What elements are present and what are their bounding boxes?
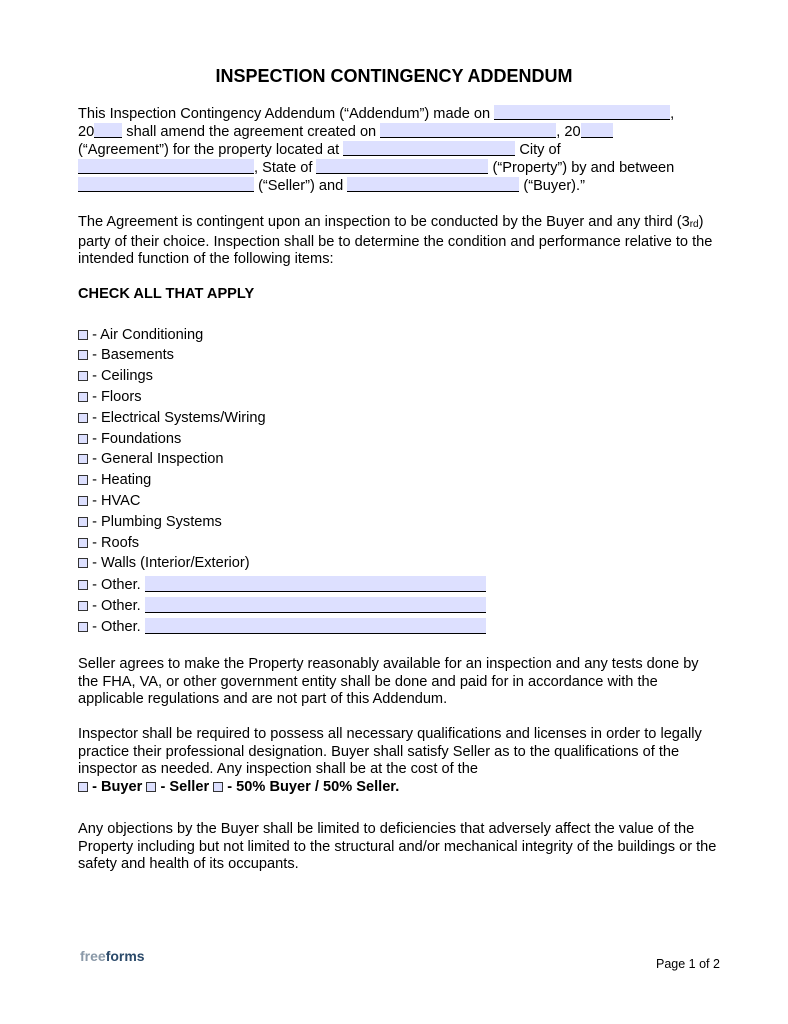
intro-line-5 (78, 177, 585, 195)
list-item (78, 410, 266, 427)
item-label: - Walls (Interior/Exterior) (92, 555, 250, 571)
intro-text: This Inspection Contingency Addendum (“Addendum”) made on (78, 106, 491, 122)
air-conditioning-checkbox[interactable] (78, 330, 88, 340)
intro-line-4 (78, 159, 674, 177)
comma: , (670, 106, 675, 122)
page-number: Page 1 of 2 (656, 957, 720, 971)
inspector-paragraph (78, 726, 718, 796)
list-item (78, 389, 142, 406)
cost-buyer-checkbox[interactable] (78, 782, 88, 792)
other-1-checkbox[interactable] (78, 580, 88, 590)
state-field[interactable] (316, 159, 488, 174)
cost-seller-label: - Seller (160, 778, 210, 795)
contingency-paragraph (78, 214, 718, 269)
cost-seller-checkbox[interactable] (146, 782, 156, 792)
intro-line-2 (78, 123, 613, 141)
list-item (78, 576, 486, 594)
other-3-checkbox[interactable] (78, 622, 88, 632)
year-prefix: 20 (78, 124, 95, 140)
seller-paragraph: Seller agrees to make the Property reasonably available for an inspection and any tests done by the FHA, VA, or other government entity shall be done and paid for in accordance with the applicable regulations and are not part of this Addendum. (78, 656, 699, 707)
list-item (78, 327, 203, 344)
inspector-text: Inspector shall be required to possess all necessary qualifications and licenses in order to legally practice their professional designation. Buyer shall satisfy Seller as to the qualifications of the inspector as needed. Any inspection shall be at the cost of the (78, 726, 702, 777)
walls-checkbox[interactable] (78, 558, 88, 568)
other-label: - Other. (92, 598, 141, 614)
seller-name-field[interactable] (78, 177, 254, 192)
property-located-text: (“Agreement”) for the property located at (78, 142, 340, 158)
seller-and-text: (“Seller”) and (258, 178, 344, 194)
foundations-checkbox[interactable] (78, 434, 88, 444)
other-2-checkbox[interactable] (78, 601, 88, 611)
item-label: - Electrical Systems/Wiring (92, 410, 266, 426)
list-item (78, 431, 181, 448)
cost-split-label: - 50% Buyer / 50% Seller (227, 778, 396, 795)
period: . (395, 778, 400, 795)
list-item (78, 347, 174, 364)
freeforms-logo (80, 948, 145, 964)
other-1-field[interactable] (145, 576, 486, 592)
list-item (78, 451, 223, 468)
buyer-name-field[interactable] (347, 177, 519, 192)
basements-checkbox[interactable] (78, 350, 88, 360)
document-title: INSPECTION CONTINGENCY ADDENDUM (215, 66, 573, 86)
heating-checkbox[interactable] (78, 475, 88, 485)
item-label: - Floors (92, 389, 142, 405)
list-item (78, 472, 151, 489)
objections-paragraph: Any objections by the Buyer shall be limited to deficiencies that adversely affect the value of the Property including but not limited to the structural and/or mechanical integrity of the buildings or the safety and health of its occupants. (78, 821, 717, 872)
item-label: - Ceilings (92, 368, 153, 384)
item-label: - Heating (92, 472, 152, 488)
ceilings-checkbox[interactable] (78, 371, 88, 381)
check-all-heading: CHECK ALL THAT APPLY (78, 286, 255, 302)
intro-line-3 (78, 141, 561, 159)
other-2-field[interactable] (145, 597, 486, 613)
item-label: - Plumbing Systems (92, 514, 222, 530)
property-between-text: (“Property”) by and between (492, 160, 675, 176)
addendum-year-field[interactable] (94, 123, 122, 138)
item-label: - Basements (92, 347, 174, 363)
other-label: - Other. (92, 619, 141, 635)
list-item (78, 535, 139, 552)
cost-buyer-label: - Buyer (92, 778, 143, 795)
agreement-year-field[interactable] (581, 123, 613, 138)
ordinal-suffix: rd (689, 219, 699, 230)
general-inspection-checkbox[interactable] (78, 454, 88, 464)
agreement-date-field[interactable] (380, 123, 556, 138)
agreement-created-text: shall amend the agreement created on (126, 124, 377, 140)
item-label: - Air Conditioning (92, 327, 204, 343)
intro-line-1 (78, 105, 674, 123)
cost-split-checkbox[interactable] (213, 782, 223, 792)
buyer-text: (“Buyer).” (523, 178, 585, 194)
list-item (78, 493, 140, 510)
addendum-date-field[interactable] (494, 105, 670, 120)
electrical-checkbox[interactable] (78, 413, 88, 423)
list-item (78, 618, 486, 636)
hvac-checkbox[interactable] (78, 496, 88, 506)
contingency-text-2: ) party of their choice. Inspection shall be to determine the condition and performance relative to the intended function of the following items: (78, 214, 713, 267)
floors-checkbox[interactable] (78, 392, 88, 402)
property-address-field[interactable] (343, 141, 515, 156)
plumbing-checkbox[interactable] (78, 517, 88, 527)
list-item (78, 368, 153, 385)
logo-free: free (80, 948, 106, 964)
item-label: - HVAC (92, 493, 141, 509)
contingency-text-1: The Agreement is contingent upon an inspection to be conducted by the Buyer and any third (3 (78, 214, 690, 230)
item-label: - Foundations (92, 431, 182, 447)
list-item (78, 514, 222, 531)
state-of-text: , State of (254, 160, 313, 176)
logo-forms: forms (105, 948, 145, 964)
list-item (78, 555, 250, 572)
item-label: - General Inspection (92, 451, 224, 467)
other-3-field[interactable] (145, 618, 486, 634)
city-field[interactable] (78, 159, 254, 174)
city-of-text: City of (519, 142, 561, 158)
item-label: - Roofs (92, 535, 140, 551)
other-label: - Other. (92, 577, 141, 593)
list-item (78, 597, 486, 615)
year-prefix-2: , 20 (556, 124, 581, 140)
roofs-checkbox[interactable] (78, 538, 88, 548)
